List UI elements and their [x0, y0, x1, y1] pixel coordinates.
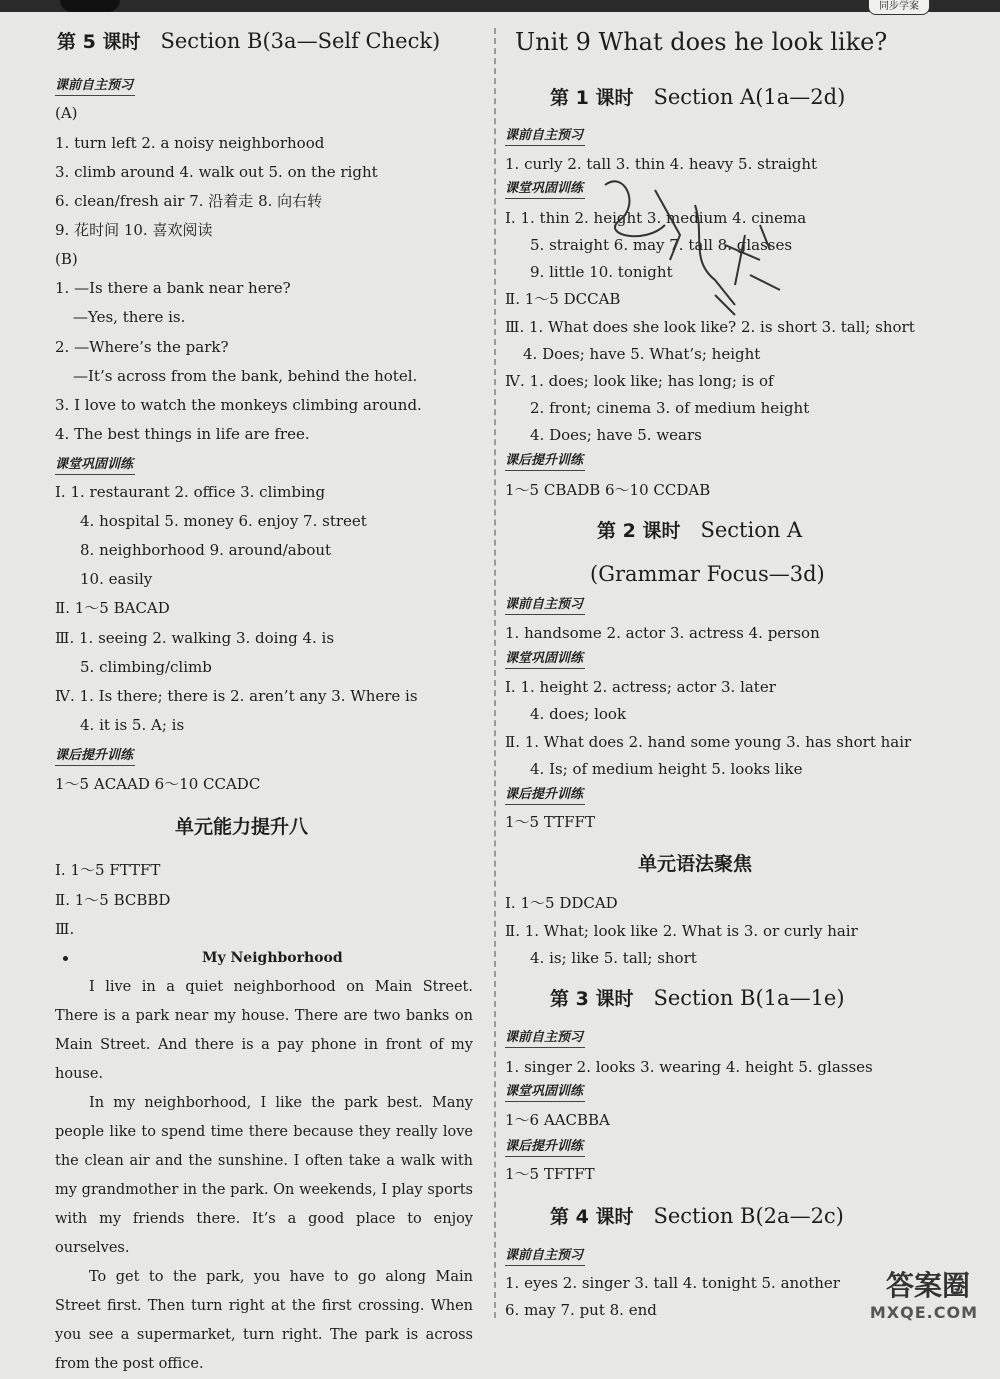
answer-line: 10. easily [80, 570, 153, 588]
section-heading-after: 课后提升训练 [505, 1139, 584, 1154]
section-heading-pre: 课前自主预习 [505, 1030, 584, 1045]
part-b-label: (B) [55, 250, 78, 268]
section-heading-pre: 课前自主预习 [505, 128, 584, 143]
essay-title: My Neighborhood [202, 950, 343, 966]
section-heading-class: 课堂巩固训练 [55, 457, 134, 472]
answer-line: Ⅱ. 1. What does 2. hand some young 3. has short hair [505, 733, 912, 751]
book-logo [60, 0, 120, 12]
answer-line: 2. front; cinema 3. of medium height [530, 399, 810, 417]
answer-line: Ⅳ. 1. does; look like; has long; is of [505, 372, 774, 390]
lesson-title: 第 1 课时 Section A(1a—2d) [550, 85, 846, 109]
answer-line: 1. —Is there a bank near here? [55, 279, 291, 297]
answer-line: 9. 花时间 10. 喜欢阅读 [55, 221, 213, 239]
answer-line: Ⅱ. 1. What; look like 2. What is 3. or curly hair [505, 922, 858, 940]
answer-line: Ⅰ. 1. height 2. actress; actor 3. later [505, 678, 776, 696]
answer-line: Ⅰ. 1～5 DDCAD [505, 894, 618, 912]
answer-line: Ⅲ. 1. seeing 2. walking 3. doing 4. is [55, 629, 335, 647]
answer-line: 4. The best things in life are free. [55, 425, 310, 443]
answer-line: 1～5 CBADB 6～10 CCDAB [505, 481, 711, 499]
section-heading-pre: 课前自主预习 [505, 597, 584, 612]
answer-line: 4. Does; have 5. wears [530, 426, 702, 444]
lesson-title: 第 5 课时 Section B(3a—Self Check) [57, 29, 441, 53]
answer-line: 1～5 ACAAD 6～10 CCADC [55, 775, 261, 793]
lesson-title: 第 2 课时 Section A [597, 518, 803, 542]
answer-line: Ⅳ. 1. Is there; there is 2. aren’t any 3. Where is [55, 687, 418, 705]
part-a-label: (A) [55, 104, 78, 122]
bullet-icon [63, 956, 68, 961]
watermark-url: MXQE.COM [869, 1303, 978, 1322]
answer-line: 4. Is; of medium height 5. looks like [530, 760, 803, 778]
answer-line: 1～5 TTFFT [505, 813, 595, 831]
answer-line: 6. clean/fresh air 7. 沿着走 8. 向右转 [55, 192, 323, 210]
answer-line: 4. does; look [530, 705, 627, 723]
answer-line: 4. is; like 5. tall; short [530, 949, 697, 967]
answer-line: 9. little 10. tonight [530, 263, 673, 281]
section-heading-class: 课堂巩固训练 [505, 1084, 584, 1099]
answer-line: Ⅱ. 1～5 DCCAB [505, 290, 621, 308]
header-badge: 同步学案 [868, 0, 930, 15]
answer-line: —It’s across from the bank, behind the hotel. [73, 367, 418, 385]
section-heading-class: 课堂巩固训练 [505, 651, 584, 666]
answer-line: 5. straight 6. may 7. tall 8. glasses [530, 236, 793, 254]
essay-body [55, 973, 473, 1379]
answer-line: 2. —Where’s the park? [55, 338, 229, 356]
section-heading-after: 课后提升训练 [505, 453, 584, 468]
answer-line: 3. I love to watch the monkeys climbing around. [55, 396, 422, 414]
answer-line: 5. climbing/climb [80, 658, 212, 676]
answer-line: 1. turn left 2. a noisy neighborhood [55, 134, 325, 152]
section-heading-after: 课后提升训练 [55, 748, 134, 763]
answer-line: 1～5 TFTFT [505, 1165, 595, 1183]
section-heading-after: 课后提升训练 [505, 787, 584, 802]
answer-line: 1. singer 2. looks 3. wearing 4. height 5. glasses [505, 1058, 873, 1076]
essay-paragraph: To get to the park, you have to go along Main Street first. Then turn right at the first crossing. When you see a supermarket, turn right. The park is across from the post office. [55, 1269, 473, 1372]
lesson-subtitle: (Grammar Focus—3d) [590, 562, 825, 586]
answer-line: 8. neighborhood 9. around/about [80, 541, 332, 559]
top-bar [0, 0, 1000, 12]
answer-line: Ⅲ. [55, 920, 75, 938]
handwritten-scribble [585, 165, 795, 320]
lesson-title: 第 3 课时 Section B(1a—1e) [550, 986, 845, 1010]
answer-line: 4. Does; have 5. What’s; height [523, 345, 761, 363]
lesson-title: 第 4 课时 Section B(2a—2c) [550, 1204, 844, 1228]
answer-line: 1. handsome 2. actor 3. actress 4. person [505, 624, 820, 642]
answer-line: 4. it is 5. A; is [80, 716, 185, 734]
answer-line: 1. curly 2. tall 3. thin 4. heavy 5. straight [505, 155, 818, 173]
answer-line: Ⅰ. 1. thin 2. height 3. medium 4. cinema [505, 209, 807, 227]
unit-title: Unit 9 What does he look like? [515, 28, 888, 56]
section-heading-pre: 课前自主预习 [505, 1248, 584, 1263]
answer-line: 4. hospital 5. money 6. enjoy 7. street [80, 512, 367, 530]
ability-heading: 单元能力提升八 [175, 816, 309, 838]
answer-line: Ⅲ. 1. What does she look like? 2. is short 3. tall; short [505, 318, 915, 336]
answer-line: Ⅰ. 1. restaurant 2. office 3. climbing [55, 483, 326, 501]
essay-paragraph: I live in a quiet neighborhood on Main Street. There is a park near my house. There are two banks on Main Street. And there is a pay phone in front of my house. [55, 979, 473, 1082]
answer-line: Ⅰ. 1～5 FTTFT [55, 861, 161, 879]
section-heading-class: 课堂巩固训练 [505, 181, 584, 196]
grammar-heading: 单元语法聚焦 [638, 853, 753, 875]
watermark-logo: 答案圈 [885, 1269, 970, 1302]
answer-line: Ⅱ. 1～5 BCBBD [55, 891, 171, 909]
answer-line: 3. climb around 4. walk out 5. on the right [55, 163, 378, 181]
answer-line: 1. eyes 2. singer 3. tall 4. tonight 5. another [505, 1274, 840, 1292]
answer-line: 1～6 AACBBA [505, 1111, 610, 1129]
essay-paragraph: In my neighborhood, I like the park best. Many people like to spend time there because they really love the clean air and the sunshine. I often take a walk with my grandmother in the park. On weekends, I play sports with my friends there. It’s a good place to enjoy ourselves. [55, 1095, 473, 1256]
answer-line: —Yes, there is. [73, 308, 186, 326]
answer-line: 6. may 7. put 8. end [505, 1301, 657, 1319]
answer-line: Ⅱ. 1～5 BACAD [55, 599, 170, 617]
column-divider [494, 28, 496, 1318]
section-heading-pre: 课前自主预习 [55, 78, 134, 93]
